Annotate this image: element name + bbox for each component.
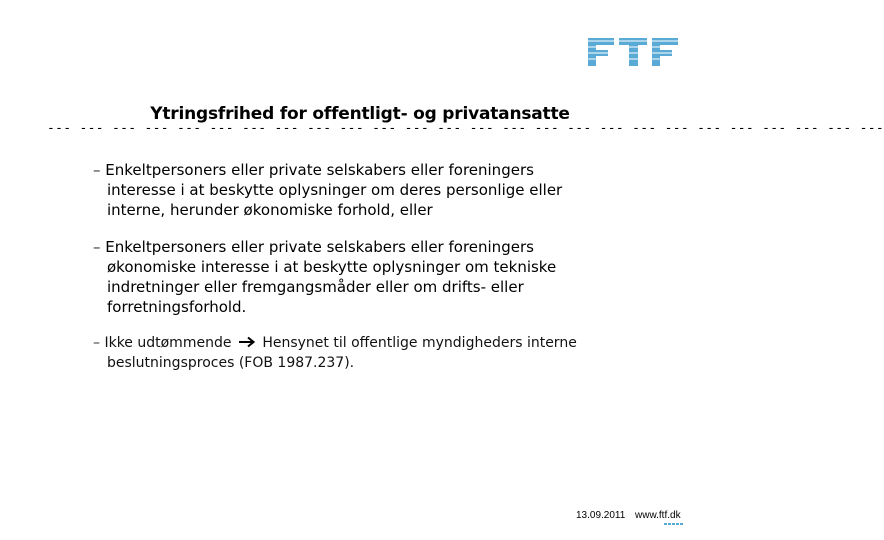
bullet-line: beslutningsproces (FOB 1987.237). bbox=[107, 355, 355, 371]
bullet-line: interne, herunder økonomiske forhold, eller bbox=[107, 201, 433, 219]
bullet-line: Ikke udtømmende bbox=[104, 335, 232, 351]
bullet-marker: – bbox=[93, 335, 100, 351]
bullet-item bbox=[93, 333, 633, 373]
footer-date: 13.09.2011 bbox=[576, 510, 626, 521]
footer-url[interactable]: www.ftf.dk bbox=[635, 510, 681, 521]
bullet-line: interesse i at beskytte oplysninger om deres personlige eller bbox=[107, 181, 563, 199]
bullet-line: Enkeltpersoners eller private selskabers eller foreningers bbox=[105, 161, 534, 179]
title-separator: --- --- --- --- --- --- --- --- --- --- --- --- --- --- --- --- --- --- --- --- --- --- --- --- --- --- bbox=[47, 121, 884, 136]
bullet-line: Enkeltpersoners eller private selskabers eller foreningers bbox=[105, 238, 534, 256]
bullet-marker: – bbox=[93, 238, 101, 256]
bullet-line: økonomiske interesse i at beskytte oplysninger om tekniske bbox=[107, 258, 557, 276]
ftf-logo bbox=[586, 36, 680, 68]
bullet-line: Hensynet til offentlige myndigheders interne bbox=[262, 335, 577, 351]
right-arrow-icon bbox=[238, 336, 256, 348]
bullet-line: indretninger eller fremgangsmåder eller om drifts- eller bbox=[107, 278, 524, 296]
url-accent-line bbox=[664, 523, 684, 525]
bullet-marker: – bbox=[93, 161, 101, 179]
bullet-item bbox=[93, 237, 633, 317]
slide-title: Ytringsfrihed for offentligt- og privatansatte bbox=[150, 104, 570, 124]
bullet-line: forretningsforhold. bbox=[107, 298, 247, 316]
bullet-item bbox=[93, 160, 633, 220]
